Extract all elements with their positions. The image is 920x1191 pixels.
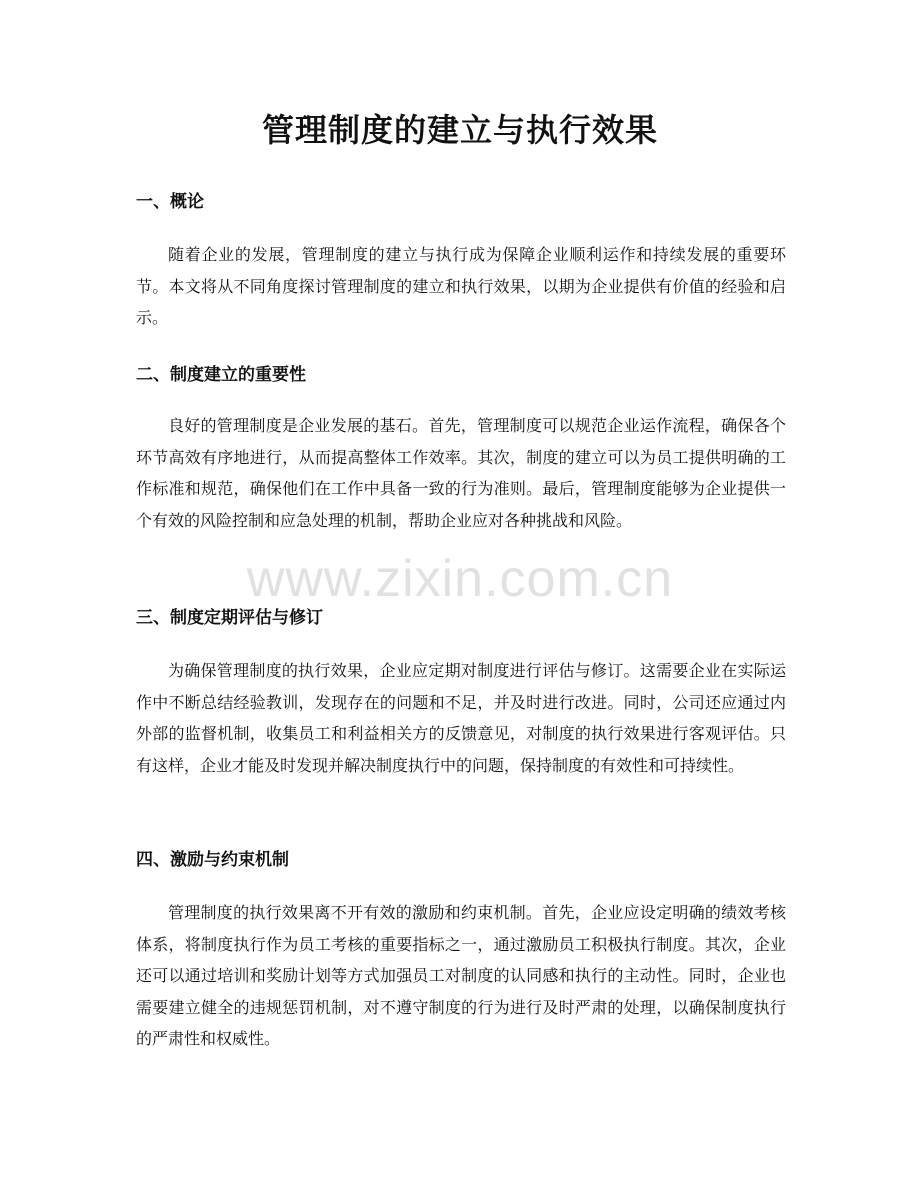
- section-paragraph-evaluation: 为确保管理制度的执行效果，企业应定期对制度进行评估与修订。这需要企业在实际运作中不断总结经验教训，发现存在的问题和不足，并及时进行改进。同时，公司还应通过内外部的监督机制，收集员工和利益相关方的反馈意见，对制度的执行效果进行客观评估。只有这样，企业才能及时发现并解决制度执行中的问题，保持制度的有效性和可持续性。: [136, 661, 786, 775]
- section-heading-importance: 二、制度建立的重要性: [136, 365, 306, 385]
- section-paragraph-incentive: 管理制度的执行效果离不开有效的激励和约束机制。首先，企业应设定明确的绩效考核体系，将制度执行作为员工考核的重要指标之一，通过激励员工积极执行制度。其次，企业还可以通过培训和奖励计划等方式加强员工对制度的认同感和执行的主动性。同时，企业也需要建立健全的违规惩罚机制，对不遵守制度的行为进行及时严肃的处理，以确保制度执行的严肃性和权威性。: [136, 903, 786, 1049]
- section-heading-overview: 一、概论: [136, 192, 204, 212]
- section-paragraph-importance: 良好的管理制度是企业发展的基石。首先，管理制度可以规范企业运作流程，确保各个环节高效有序地进行，从而提高整体工作效率。其次，制度的建立可以为员工提供明确的工作标准和规范，确保他们在工作中具备一致的行为准则。最后，管理制度能够为企业提供一个有效的风险控制和应急处理的机制，帮助企业应对各种挑战和风险。: [136, 416, 786, 530]
- document-title: 管理制度的建立与执行效果: [261, 111, 658, 149]
- section-heading-evaluation: 三、制度定期评估与修订: [136, 608, 323, 628]
- section-paragraph-overview: 随着企业的发展，管理制度的建立与执行成为保障企业顺利运作和持续发展的重要环节。本文将从不同角度探讨管理制度的建立和执行效果，以期为企业提供有价值的经验和启示。: [136, 245, 786, 328]
- section-heading-incentive: 四、激励与约束机制: [136, 850, 289, 870]
- watermark: www.zixin.com.cn: [246, 550, 674, 608]
